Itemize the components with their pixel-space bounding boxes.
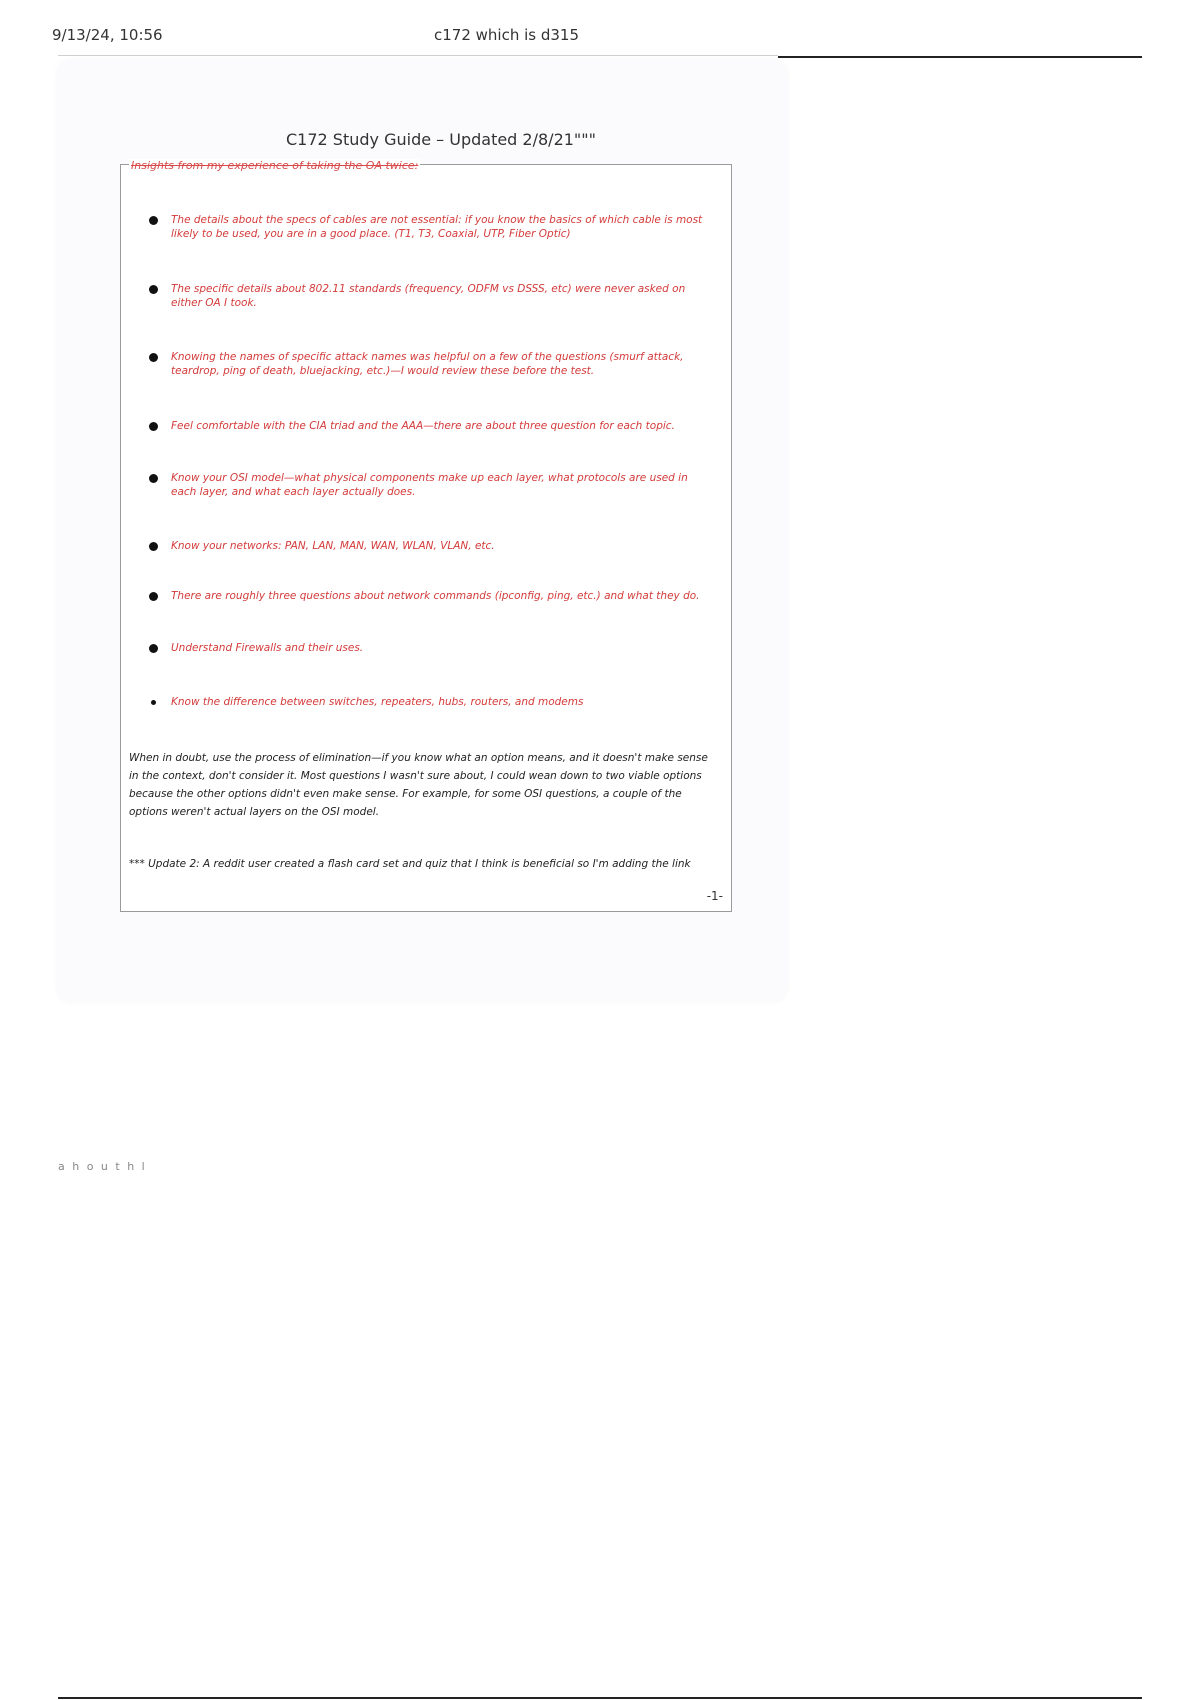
bullet-text: Know your networks: PAN, LAN, MAN, WAN, WLAN, VLAN, etc.	[171, 540, 495, 552]
header-divider	[58, 55, 778, 56]
bullet-text: Know the difference between switches, repeaters, hubs, routers, and modems	[171, 696, 584, 708]
footer-rule	[58, 1697, 1142, 1699]
bullet-icon	[151, 700, 156, 705]
list-item	[149, 419, 709, 433]
bullet-icon	[149, 644, 158, 653]
document-page	[120, 159, 732, 912]
bullet-text: Understand Firewalls and their uses.	[171, 642, 364, 654]
header-rule	[778, 56, 1142, 58]
bullet-text: Know your OSI model—what physical components make up each layer, what protocols are used in each layer, and what each layer actually does.	[171, 472, 688, 498]
bullet-text: There are roughly three questions about network commands (ipconfig, ping, etc.) and what they do.	[171, 590, 700, 602]
stray-text: a h o u t h l	[58, 1160, 147, 1173]
bullet-text: The specific details about 802.11 standards (frequency, ODFM vs DSSS, etc) were never asked on either OA I took.	[171, 283, 686, 309]
bullet-icon	[149, 285, 158, 294]
list-item	[149, 589, 709, 603]
bullet-text: Feel comfortable with the CIA triad and the AAA—there are about three question for each topic.	[171, 420, 675, 432]
list-item	[149, 641, 709, 655]
bullet-text: The details about the specs of cables are not essential: if you know the basics of which cable is most likely to be used, you are in a good place. (T1, T3, Coaxial, UTP, Fiber Optic)	[171, 214, 703, 240]
list-item	[149, 695, 709, 709]
list-item	[149, 539, 709, 553]
print-date: 9/13/24, 10:56	[52, 26, 163, 44]
insights-heading: Insights from my experience of taking the OA twice:	[131, 159, 419, 172]
elimination-paragraph: When in doubt, use the process of elimination—if you know what an option means, and it doesn't make sense in the context, don't consider it. Most questions I wasn't sure about, I could wean down to two viable options because the other options didn't even make sense. For example, for some OSI questions, a couple of the options weren't actual layers on the OSI model.	[129, 752, 708, 818]
bullet-icon	[149, 353, 158, 362]
list-item	[149, 350, 709, 378]
list-item	[149, 213, 709, 241]
bullet-icon	[149, 216, 158, 225]
list-item	[149, 471, 709, 499]
bullet-icon	[149, 592, 158, 601]
page-number: -1-	[706, 889, 723, 903]
bullet-icon	[149, 474, 158, 483]
bullet-text: Knowing the names of specific attack names was helpful on a few of the questions (smurf attack, teardrop, ping of death, bluejacking, etc.)—I would review these before the test.	[171, 351, 684, 377]
print-page-title: c172 which is d315	[434, 26, 580, 44]
update-note: *** Update 2: A reddit user created a flash card set and quiz that I think is beneficial so I'm adding the link	[129, 858, 691, 870]
document-title: C172 Study Guide – Updated 2/8/21"""	[286, 130, 596, 149]
list-item	[149, 282, 709, 310]
bullet-icon	[149, 542, 158, 551]
bullet-icon	[149, 422, 158, 431]
document-preview[interactable]	[57, 60, 787, 1002]
